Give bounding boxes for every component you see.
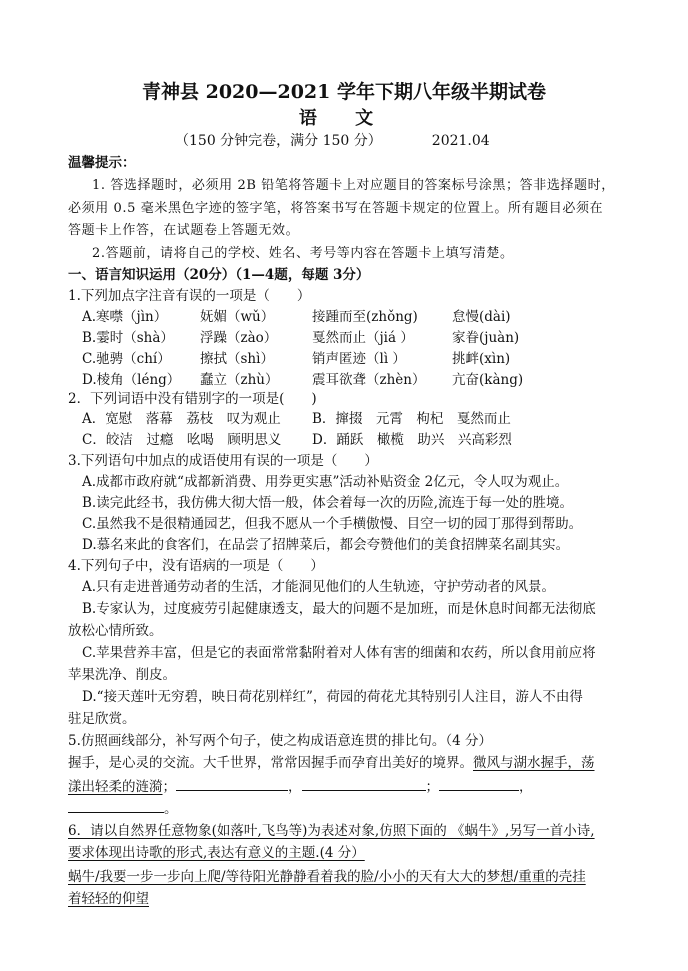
q4-option-c-line-2: 苹果洗净、削皮。: [68, 667, 176, 683]
q1-option-b-4: 家眷(juàn): [452, 330, 520, 346]
q6-poem-line-1: 蜗牛/我要一步一步向上爬/等待阳光静静看着我的脸/小小的天有大大的梦想/重重的壳挂: [68, 869, 586, 885]
q5-answer-blank-4[interactable]: [68, 798, 164, 813]
q4-option-c-line-1: C.苹果营养丰富，但是它的表面常常黏附着对人体有害的细菌和农药，所以食用前应将: [82, 645, 596, 661]
exam-meta: [175, 132, 490, 150]
tips-line-2: 必须用 0.5 毫米黑色字迹的签字笔，将答案书写在答题卡规定的位置上。所有题目必须在: [68, 201, 604, 216]
q1-option-a-3: 接踵而至(zhǒng): [312, 309, 418, 325]
q1-option-b-2: 浮躁（zào）: [200, 330, 278, 346]
q4-option-a: A.只有走进普通劳动者的生活，才能洞见他们的人生轨迹，守护劳动者的风景。: [82, 579, 556, 595]
q2-option-b: B．撺掇 元霄 枸杞 戛然而止: [312, 411, 511, 427]
section-1-heading: 一、语言知识运用（20分）（1—4题，每题 3分）: [68, 267, 370, 283]
q1-option-a-4: 怠慢(dài): [452, 309, 511, 325]
exam-title: 青神县 2020—2021 学年下期八年级半期试卷: [142, 81, 546, 103]
q3-option-d: D.慕名来此的食客们，在品尝了招牌菜后，都会夸赞他们的美食招牌菜名副其实。: [82, 537, 570, 553]
q3-stem: 3.下列语句中加点的成语使用有误的一项是（ ）: [68, 453, 378, 469]
tips-line-3: 答题卡上作答，在试题卷上答题无效。: [68, 223, 300, 238]
q5-underlined-example-cont: 漾出轻柔的涟漪: [68, 779, 163, 795]
q1-option-c-1: C.驰骋（chí）: [82, 351, 171, 367]
q3-option-c: C.虽然我不是很精通园艺，但我不愿从一个手横傲慢、目空一切的园丁那得到帮助。: [82, 516, 583, 532]
q2-option-a: A．宽慰 落幕 荔枝 叹为观止: [82, 411, 281, 427]
q2-option-c: C．皎洁 过瘾 吆喝 顾明思义: [82, 432, 282, 448]
q1-option-d-4: 亢奋(kàng): [452, 372, 524, 388]
tips-heading: 温馨提示：: [68, 155, 136, 171]
q1-option-d-1: D.棱角（léng）: [82, 372, 181, 388]
q2-option-d: D．踊跃 橄榄 助兴 兴高彩烈: [312, 432, 512, 448]
q1-option-c-3: 销声匿迹（lì ）: [312, 351, 406, 367]
q5-text-line-3: [68, 798, 178, 818]
q5-answer-blank-2[interactable]: [302, 776, 426, 791]
q5-answer-blank-1[interactable]: [176, 776, 288, 791]
q5-sep-2: ，: [288, 779, 302, 795]
q4-option-b-line-2: 放松心情所致。: [68, 623, 163, 639]
q5-text-line-1: [68, 754, 595, 772]
subject-title: 语 文: [298, 108, 390, 129]
q6-stem-line-1: 6．请以自然界任意物象(如落叶,飞鸟等)为表述对象,仿照下面的 《蜗牛》,另写一首小诗,: [68, 823, 595, 839]
q1-option-c-4: 挑衅(xìn): [452, 351, 511, 367]
exam-duration-score: （150 分钟完卷，满分 150 分）: [175, 133, 382, 149]
q1-option-a-2: 妩媚（wǔ）: [200, 309, 275, 325]
q5-answer-blank-3[interactable]: [439, 776, 519, 791]
q1-option-b-3: 戛然而止（jiá ）: [312, 330, 414, 346]
q1-option-c-2: 擦拭（shì）: [200, 351, 274, 367]
q4-stem: 4.下列句子中，没有语病的一项是（ ）: [68, 558, 324, 574]
tips-line-1: 1. 答选择题时，必须用 2B 铅笔将答题卡上对应题目的答案标号涂黑；答非选择题时，: [92, 178, 615, 193]
q5-period: 。: [164, 801, 178, 817]
exam-date: 2021.04: [431, 133, 490, 149]
q1-option-d-2: 蠢立（zhù）: [200, 372, 279, 388]
q1-option-b-1: B.霎时（shà）: [82, 330, 174, 346]
q5-underlined-example: 微风与湖水握手，荡: [473, 755, 595, 771]
q4-option-d-line-2: 驻足欣赏。: [68, 711, 136, 727]
q2-stem: 2．下列词语中没有错别字的一项是( ): [68, 391, 317, 407]
q5-stem: 5.仿照画线部分，补写两个句子，使之构成语意连贯的排比句。（4 分）: [68, 733, 493, 749]
q5-sep-1: ；: [162, 779, 176, 795]
q6-stem-line-2: 要求体现出诗歌的形式,表达有意义的主题.(4 分）: [68, 845, 365, 861]
q4-option-b-line-1: B.专家认为，过度疲劳引起健康透支，最大的问题不是加班，而是休息时间都无法彻底: [82, 601, 596, 617]
q1-option-a-1: A.寒噤（jìn）: [82, 309, 168, 325]
q5-sep-3: ；: [425, 779, 439, 795]
tips-line-4: 2.答题前，请将自己的学校、姓名、考号等内容在答题卡上填写清楚。: [92, 246, 514, 261]
q3-option-a: A.成都市政府就“成都新消费、用券更实惠”活动补贴资金 2亿元，令人叹为观止。: [82, 474, 569, 490]
q4-option-d-line-1: D.“接天莲叶无穷碧，映日荷花别样红”，荷园的荷花尤其特别引人注目，游人不由得: [82, 689, 583, 705]
q1-stem: 1.下列加点字注音有误的一项是（ ）: [68, 288, 311, 304]
q5-sep-4: ，: [519, 779, 533, 795]
q5-text-line-2: [68, 776, 533, 796]
q3-option-b: B.读完此经书，我仿佛大彻大悟一般，体会着每一次的历险,流连于每一处的胜境。: [82, 495, 574, 511]
q6-poem-line-2: 着轻轻的仰望: [68, 891, 149, 907]
q1-option-d-3: 震耳欲聋（zhèn）: [312, 372, 426, 388]
q5-text-plain: 握手，是心灵的交流。大千世界，常常因握手而孕育出美好的境界。: [68, 755, 473, 771]
